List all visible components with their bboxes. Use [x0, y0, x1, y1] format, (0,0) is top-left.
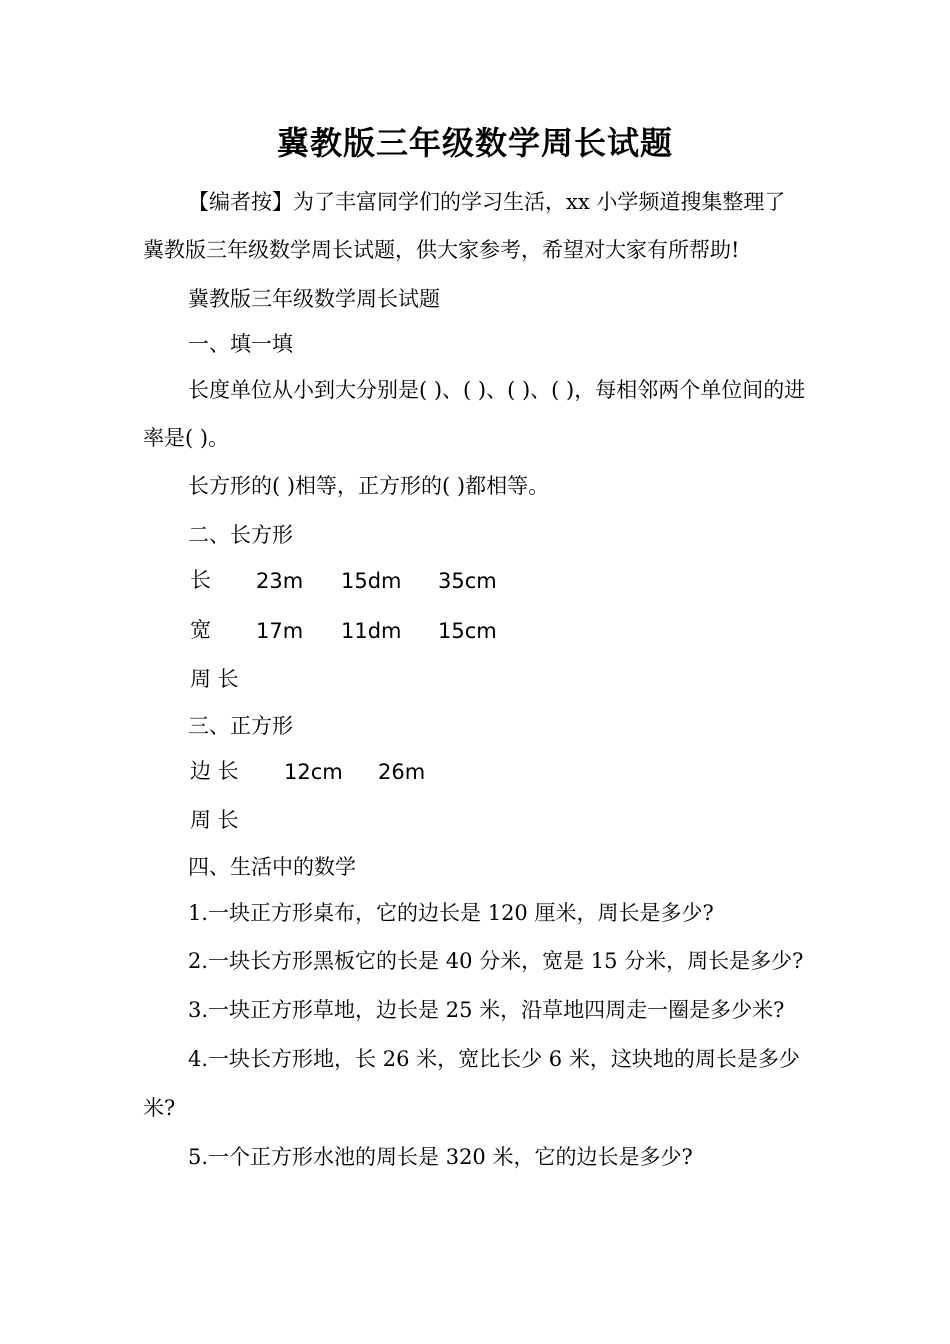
rect-length-value: 35cm	[438, 569, 497, 593]
section3-heading: 三、正方形	[188, 714, 293, 738]
section4-heading: 四、生活中的数学	[188, 855, 356, 879]
rect-length-label: 长	[190, 568, 211, 592]
section4-question1: 1.一块正方形桌布，它的边长是 120 厘米，周长是多少?	[188, 901, 714, 925]
section4-question4-line2: 米?	[143, 1096, 176, 1120]
rect-width-value: 17m	[256, 619, 304, 643]
square-side-label: 边 长	[190, 759, 239, 783]
section1-question1-line2: 率是( )。	[143, 426, 230, 450]
rect-width-label: 宽	[190, 618, 211, 642]
section2-heading: 二、长方形	[188, 523, 293, 547]
section1-question2: 长方形的( )相等，正方形的( )都相等。	[188, 474, 550, 498]
square-perimeter-label: 周 长	[190, 808, 239, 832]
rect-length-value: 23m	[256, 569, 304, 593]
section4-question2: 2.一块长方形黑板它的长是 40 分米，宽是 15 分米，周长是多少?	[188, 949, 804, 973]
intro-line-1: 【编者按】为了丰富同学们的学习生活，xx 小学频道搜集整理了	[188, 190, 786, 214]
square-side-value: 12cm	[284, 760, 343, 784]
rect-perimeter-label: 周 长	[190, 667, 239, 691]
section1-heading: 一、填一填	[188, 332, 293, 356]
document-title: 冀教版三年级数学周长试题	[276, 124, 673, 162]
subtitle: 冀教版三年级数学周长试题	[188, 287, 440, 311]
section4-question4-line1: 4.一块长方形地，长 26 米，宽比长少 6 米，这块地的周长是多少	[188, 1047, 800, 1071]
rect-width-value: 11dm	[341, 619, 402, 643]
section4-question5: 5.一个正方形水池的周长是 320 米，它的边长是多少?	[188, 1145, 693, 1169]
section4-question3: 3.一块正方形草地，边长是 25 米，沿草地四周走一圈是多少米?	[188, 998, 785, 1022]
rect-width-value: 15cm	[438, 619, 497, 643]
rect-length-value: 15dm	[341, 569, 402, 593]
section1-question1-line1: 长度单位从小到大分别是( )、( )、( )、( )，每相邻两个单位间的进	[188, 378, 806, 402]
square-side-value: 26m	[378, 760, 426, 784]
intro-line-2: 冀教版三年级数学周长试题，供大家参考，希望对大家有所帮助!	[143, 238, 740, 262]
